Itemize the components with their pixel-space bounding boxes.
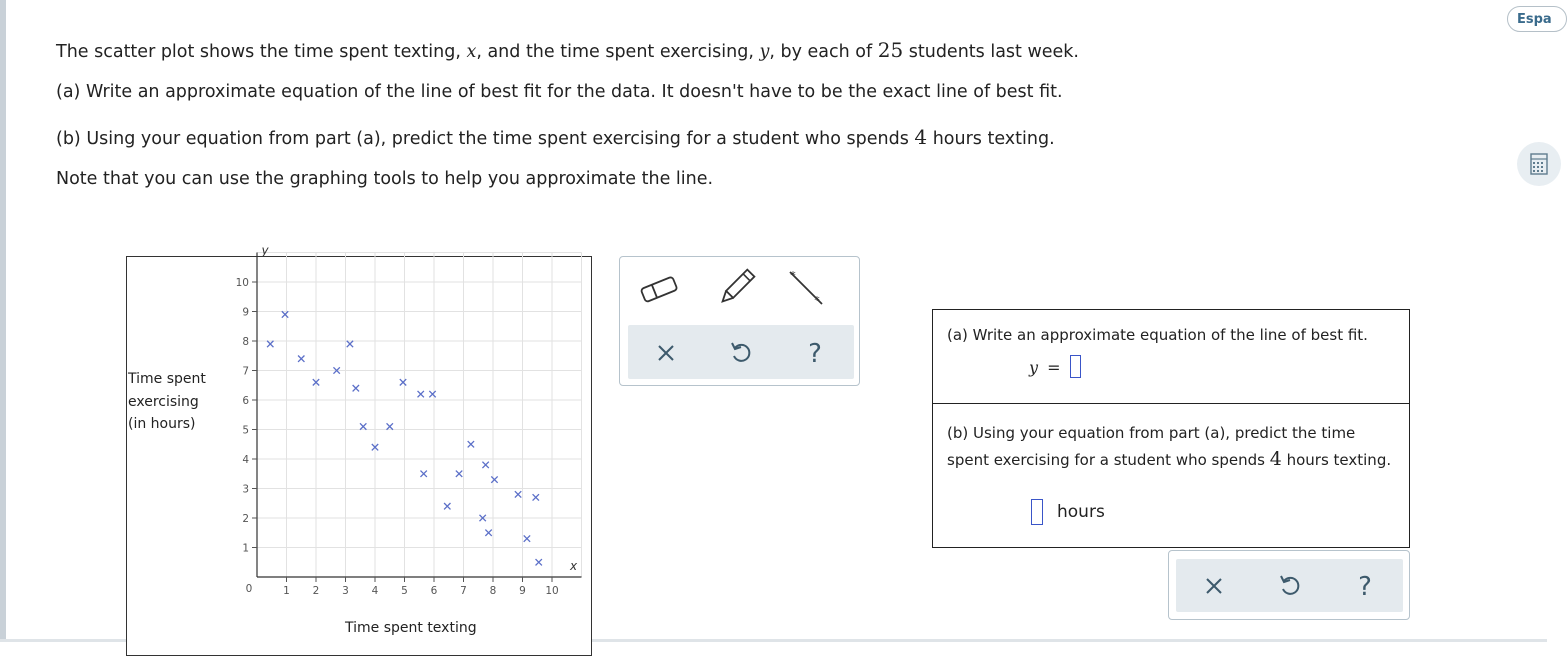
data-point: [418, 391, 424, 397]
part-a-equation: y =: [1029, 358, 1061, 377]
svg-text:*: *: [790, 269, 796, 282]
help-answer-button[interactable]: [1354, 570, 1376, 600]
y-tick-label: 7: [242, 365, 249, 378]
undo-graph-button[interactable]: [729, 340, 751, 364]
data-point: [420, 471, 426, 477]
language-toggle-button[interactable]: Espa: [1507, 6, 1567, 32]
y-tick-label: 4: [242, 454, 249, 466]
graph-tools-panel: [619, 256, 860, 386]
line-tool-icon[interactable]: [784, 266, 828, 310]
y-tick-label: 10: [235, 277, 249, 289]
undo-answer-button[interactable]: [1278, 573, 1300, 597]
help-graph-button[interactable]: [804, 337, 826, 367]
answer-actions-bar: [1176, 559, 1403, 612]
data-point: [298, 356, 304, 362]
data-point: [267, 341, 273, 347]
y-tick-label: 2: [242, 513, 249, 525]
eraser-icon[interactable]: [638, 269, 682, 309]
prompt-line-4: Note that you can use the graphing tools to help you approximate the line.: [56, 169, 714, 189]
x-axis-variable: x: [569, 559, 578, 573]
y-tick-label: 6: [242, 395, 249, 407]
prompt-line-1: The scatter plot shows the time spent texting, x, and the time spent exercising, y, by each of 25 students last week.: [56, 38, 1079, 62]
part-a-card: [932, 309, 1410, 404]
prompt-line-3: (b) Using your equation from part (a), predict the time spent exercising for a student who spends 4 hours texting.: [56, 125, 1055, 149]
data-point: [482, 462, 488, 468]
part-b-prompt: (b) Using your equation from part (a), predict the time spent exercising for a student who spends 4 hours texting.: [947, 424, 1392, 470]
data-point: [491, 476, 497, 482]
data-point: [515, 491, 521, 497]
answer-actions-panel: [1168, 550, 1410, 620]
scatter-plot[interactable]: [127, 243, 591, 655]
y-tick-label: 5: [242, 424, 249, 437]
origin-label: 0: [245, 583, 253, 595]
data-point: [429, 391, 435, 397]
graph-actions-bar: [628, 325, 854, 379]
part-b-answer-input[interactable]: [1031, 499, 1043, 525]
data-point: [360, 423, 366, 429]
y-tick-label: 3: [242, 483, 249, 496]
data-point: [524, 535, 530, 541]
data-point: [400, 379, 406, 385]
part-b-card: [932, 403, 1410, 548]
clear-answer-button[interactable]: [1204, 576, 1224, 596]
graph-area[interactable]: [126, 243, 592, 656]
data-point: [387, 423, 393, 429]
x-axis-label: Time spent texting: [345, 620, 477, 636]
left-rail: [0, 0, 6, 642]
svg-text:*: *: [814, 294, 820, 307]
data-point: [536, 559, 542, 565]
x-tick-label: 5: [401, 585, 408, 597]
x-tick-label: 6: [430, 585, 438, 597]
part-a-prompt: (a) Write an approximate equation of the line of best fit.: [947, 326, 1368, 344]
pencil-icon[interactable]: [716, 268, 756, 308]
y-tick-label: 8: [242, 336, 249, 348]
data-point: [282, 311, 288, 317]
data-point: [468, 441, 474, 447]
x-tick-label: 9: [519, 585, 526, 597]
x-tick-label: 1: [283, 585, 290, 597]
x-tick-label: 7: [460, 585, 467, 597]
part-b-unit: hours: [1057, 502, 1105, 522]
data-point: [533, 494, 539, 500]
x-tick-label: 8: [489, 585, 497, 597]
data-point: [456, 471, 462, 477]
prompt-line-2: (a) Write an approximate equation of the line of best fit for the data. It doesn't have to be the exact line of best fit.: [56, 82, 1063, 102]
x-tick-label: 3: [342, 585, 349, 597]
y-tick-label: 9: [242, 306, 249, 319]
calculator-icon: [1517, 142, 1561, 186]
x-tick-label: 10: [545, 585, 559, 597]
y-axis-label: Time spent exercising (in hours): [128, 371, 206, 432]
part-a-answer-input[interactable]: [1070, 355, 1081, 378]
svg-text:?: ?: [808, 339, 822, 369]
calculator-button[interactable]: [1517, 142, 1561, 186]
data-point: [444, 503, 450, 509]
x-tick-label: 4: [371, 585, 379, 597]
x-tick-label: 2: [312, 585, 320, 597]
data-point: [485, 530, 491, 536]
y-axis-variable: y: [261, 243, 269, 258]
y-tick-label: 1: [242, 542, 249, 555]
data-point: [347, 341, 353, 347]
svg-text:?: ?: [1358, 572, 1372, 602]
clear-graph-button[interactable]: [656, 343, 676, 363]
data-point: [353, 385, 359, 391]
